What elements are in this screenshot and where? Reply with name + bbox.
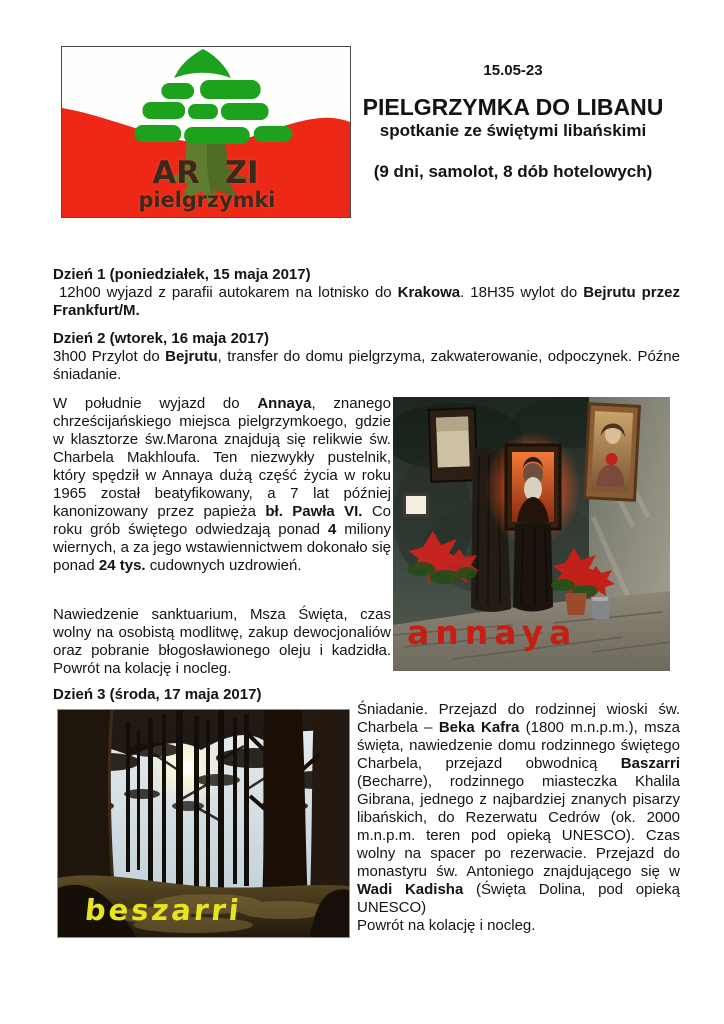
day3-column: [357, 701, 680, 935]
day3-closing: Powrót na kolację i nocleg.: [357, 917, 536, 934]
day3-heading: Dzień 3 (środa, 17 maja 2017): [53, 686, 262, 703]
flower-pot: [565, 593, 587, 615]
saint-charbel-portrait: [506, 445, 560, 529]
trip-dates: 15.05-23: [483, 62, 543, 79]
page-subtitle: spotkanie ze świętymi libańskimi: [379, 121, 647, 140]
logo-text-ar: AR: [152, 154, 200, 192]
day1-paragraph: 12h00 wyjazd z parafii autokarem na lotnisko do Krakowa. 18H35 wylot do Bejrutu przez Frankfurt/M.: [53, 284, 680, 319]
annaya-afternoon-paragraph: W południe wyjazd do Annaya, znanego chrześcijańskiego miejsca pielgrzymkoego, gdzie w klasztorze św.Marona znajdują się relikwie św. Charbela Makhloufa. Ten niezwykły pustelnik, który spędził w Annaya dużą część życia w roku 1965 został beatyfikowany, a 7 lat później kanonizowany przez papieża bł. Pawła VI. Co roku grób świętego odwiedzają ponad 4 miliony wiernych, a za jego wstawiennictwem dokonało się ponad 24 tys. cudownych uzdrowień.: [53, 395, 392, 574]
annaya-photo: [393, 397, 670, 671]
day3-paragraph: Śniadanie. Przejazd do rodzinnej wioski św. Charbela – Beka Kafra (1800 m.n.p.m.), msza święta, nawiedzenie domu rodzinnego świętego Charbela, przejazd obwodnicą Baszarri (Becharre), rodzinnego miasteczka Khalila Gibrana, jednego z najbardziej znanych pisarzy libańskich, do Rezerwatu Cedrów (ok. 2000 m.n.p.m. teren pod opieką UNESCO). Czas wolny na spacer po rezerwacie. Przejazd do monastyru św. Antoniego znajdującego się w Wadi Kadisha (Święta Dolina, pod opieką UNESCO): [357, 701, 680, 916]
header: [352, 62, 674, 182]
logo-text-zi: ZI: [224, 154, 259, 192]
framed-certificate: [429, 408, 477, 482]
beszarri-photo: [57, 709, 350, 938]
annaya-evening-paragraph: Nawiedzenie sanktuarium, Msza Święta, czas wolny na osobistą modlitwę, zakup dewocjonaliów oraz pobranie błogosławionego oleju i kadzidła. Powrót na kolację i nocleg.: [53, 606, 391, 677]
arzi-pielgrzymki-logo: [61, 46, 351, 218]
cedar-forest-scene: [58, 710, 349, 937]
beszarri-label: beszarri: [83, 893, 244, 927]
madonna-painting: [585, 404, 640, 500]
logo-caption: pielgrzymki: [138, 187, 276, 213]
annaya-chapel-scene: [393, 397, 670, 671]
trip-details: (9 dni, samolot, 8 dób hotelowych): [373, 162, 653, 181]
day1-heading: Dzień 1 (poniedziałek, 15 maja 2017): [53, 266, 311, 283]
page-title: PIELGRZYMKA DO LIBANU: [362, 94, 664, 120]
annaya-label: annaya: [407, 613, 578, 652]
day2-heading: Dzień 2 (wtorek, 16 maja 2017): [53, 330, 269, 347]
lebanon-cedar-flag-graphic: [62, 47, 350, 217]
day2-paragraph: 3h00 Przylot do Bejrutu, transfer do domu pielgrzyma, zakwaterowanie, odpoczynek. Późne śniadanie.: [53, 348, 680, 383]
